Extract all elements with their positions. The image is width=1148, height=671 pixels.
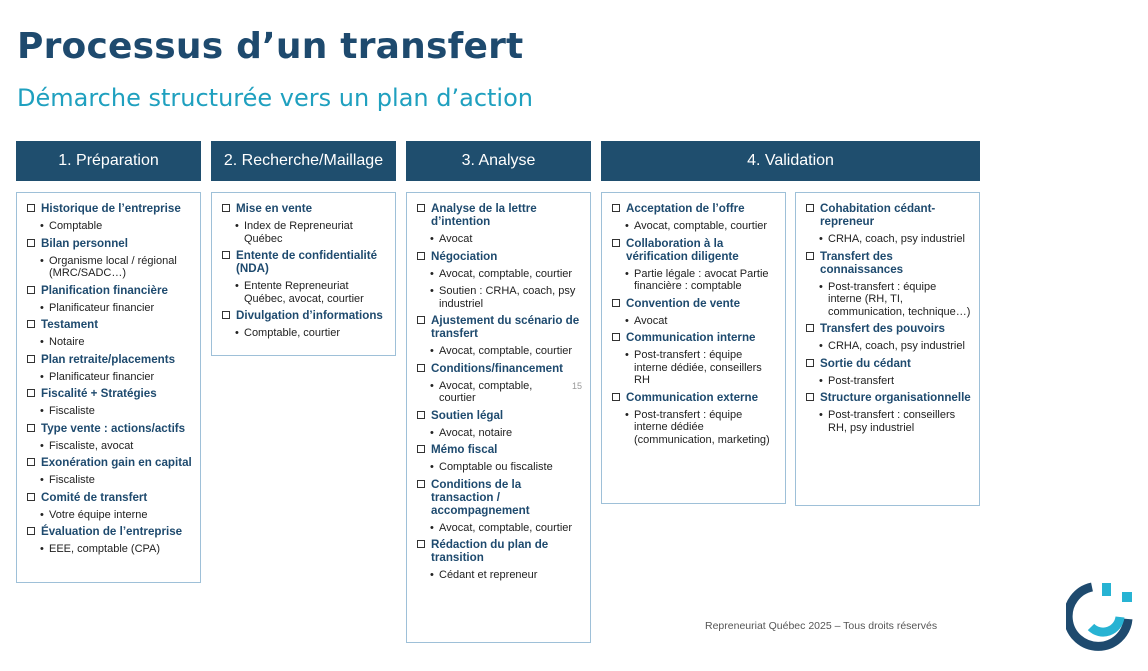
bullet-icon: • xyxy=(819,233,823,245)
bullet-text: Index de Repreneuriat Québec xyxy=(244,220,353,245)
step-bullet xyxy=(235,280,387,305)
bullet-text: Soutien : CRHA, coach, psy industriel xyxy=(439,285,576,310)
bullet-icon: • xyxy=(40,301,44,314)
step-label: Convention de vente xyxy=(626,296,741,310)
step-heading xyxy=(416,250,582,263)
bullet-text: Votre équipe interne xyxy=(49,508,148,521)
column-analyse xyxy=(406,192,591,643)
step-heading xyxy=(611,391,777,404)
bullet-text: Comptable xyxy=(49,220,103,232)
bullet-text: Avocat, comptable, courtier xyxy=(439,521,573,534)
bullet-icon: • xyxy=(40,336,44,348)
step-bullet xyxy=(625,409,777,447)
step-bullet xyxy=(430,285,582,310)
bullet-icon: • xyxy=(430,233,434,245)
bullet-text: Post-transfert : conseillers RH, psy industriel xyxy=(828,409,956,434)
step-entente-de-confidentialite-nda xyxy=(221,249,387,305)
bullet-text: Avocat, comptable, courtier xyxy=(439,379,533,404)
checkbox-icon xyxy=(27,355,35,363)
step-communication-interne xyxy=(611,331,777,387)
step-heading xyxy=(26,387,192,400)
step-bullet xyxy=(819,281,971,319)
step-bullet xyxy=(40,255,192,280)
step-heading xyxy=(416,362,582,375)
step-collaboration-a-la-verification-diligente xyxy=(611,237,777,293)
step-label: Transfert des pouvoirs xyxy=(820,322,945,335)
bullet-icon: • xyxy=(40,370,44,383)
step-heading xyxy=(416,443,582,456)
bullet-text: Post-transfert : équipe interne dédiée, conseillers RH xyxy=(634,349,762,386)
step-divulgation-d-informations xyxy=(221,309,387,340)
step-bullet xyxy=(40,336,192,349)
checkbox-icon xyxy=(27,458,35,466)
page-title: Processus d’un transfert xyxy=(17,26,524,67)
step-heading xyxy=(805,357,971,370)
step-heading xyxy=(26,491,192,504)
column-validation-b xyxy=(795,192,980,506)
header-recherche-maillage: 2. Recherche/Maillage xyxy=(211,141,396,181)
step-heading xyxy=(611,202,777,215)
step-bullet xyxy=(235,327,387,340)
step-heading xyxy=(26,422,192,435)
step-label: Structure organisationnelle xyxy=(820,391,971,404)
checkbox-icon xyxy=(806,393,814,401)
step-heading xyxy=(416,478,582,517)
bullet-icon: • xyxy=(625,267,629,280)
step-label: Conditions/financement xyxy=(431,361,564,375)
checkbox-icon xyxy=(27,527,35,535)
step-label: Rédaction du plan de transition xyxy=(431,538,549,564)
step-bullet xyxy=(819,409,971,434)
step-soutien-legal xyxy=(416,409,582,440)
step-heading xyxy=(26,202,192,215)
step-type-vente-actions-actifs xyxy=(26,422,192,453)
checkbox-icon xyxy=(806,204,814,212)
step-heading xyxy=(611,297,777,310)
step-bullet xyxy=(430,233,582,246)
step-heading xyxy=(26,318,192,331)
step-bullet xyxy=(40,474,192,487)
step-exoneration-gain-en-capital xyxy=(26,456,192,487)
header-validation: 4. Validation xyxy=(601,141,980,181)
step-bullet xyxy=(625,349,777,387)
bullet-text: CRHA, coach, psy industriel xyxy=(828,340,965,352)
bullet-text: Avocat xyxy=(439,233,473,245)
checkbox-icon xyxy=(417,540,425,548)
bullet-icon: • xyxy=(235,220,239,232)
bullet-text: Post-transfert xyxy=(828,374,895,387)
step-label: Communication interne xyxy=(626,331,756,344)
bullet-icon: • xyxy=(430,379,434,392)
bullet-text: Avocat, comptable, courtier xyxy=(439,267,573,280)
bullet-icon: • xyxy=(40,439,44,452)
step-label: Évaluation de l’entreprise xyxy=(41,525,183,538)
logo-arc-blue xyxy=(1068,587,1128,646)
step-analyse-de-la-lettre-d-intention xyxy=(416,202,582,246)
checkbox-icon xyxy=(612,239,620,247)
bullet-icon: • xyxy=(235,280,239,292)
step-label: Plan retraite/placements xyxy=(41,352,176,366)
bullet-text: Comptable ou fiscaliste xyxy=(439,461,553,473)
bullet-text: Planificateur financier xyxy=(49,370,155,383)
bullet-icon: • xyxy=(819,374,823,387)
checkbox-icon xyxy=(806,324,814,332)
bullet-icon: • xyxy=(40,508,44,521)
checkbox-icon xyxy=(222,311,230,319)
step-label: Communication externe xyxy=(626,390,759,404)
bullet-icon: • xyxy=(430,521,434,534)
step-label: Planification financière xyxy=(41,283,168,297)
step-label: Historique de l’entreprise xyxy=(41,202,181,215)
checkbox-icon xyxy=(27,424,35,432)
logo-square xyxy=(1122,592,1132,602)
bullet-icon: • xyxy=(819,340,823,352)
step-bullet xyxy=(40,509,192,522)
bullet-icon: • xyxy=(430,569,434,581)
checkbox-icon xyxy=(27,286,35,294)
step-bullet xyxy=(40,371,192,384)
step-heading xyxy=(611,331,777,344)
step-bullet xyxy=(625,268,777,293)
step-negociation xyxy=(416,250,582,311)
footer-copyright: Repreneuriat Québec 2025 – Tous droits réservés xyxy=(705,620,938,632)
step-label: Comité de transfert xyxy=(41,490,148,504)
step-label: Collaboration à la vérification diligente xyxy=(626,236,739,263)
bullet-icon: • xyxy=(40,254,44,267)
step-bullet xyxy=(40,440,192,453)
bullet-icon: • xyxy=(40,405,44,417)
bullet-text: Partie légale : avocat Partie financière : comptable xyxy=(634,267,769,292)
step-label: Ajustement du scénario de transfert xyxy=(431,314,580,340)
checkbox-icon xyxy=(417,316,425,324)
step-transfert-des-pouvoirs xyxy=(805,322,971,353)
step-heading xyxy=(26,237,192,250)
step-ajustement-du-scenario-de-transfert xyxy=(416,314,582,358)
bullet-text: Avocat, comptable, courtier xyxy=(634,220,768,232)
step-label: Acceptation de l’offre xyxy=(626,202,745,215)
step-bullet xyxy=(40,543,192,556)
checkbox-icon xyxy=(222,204,230,212)
step-bullet xyxy=(819,375,971,388)
step-bullet xyxy=(235,220,387,245)
bullet-text: Avocat xyxy=(634,314,668,327)
bullet-icon: • xyxy=(625,220,629,232)
column-recherche-maillage xyxy=(211,192,396,356)
bullet-icon: • xyxy=(40,220,44,232)
step-bullet xyxy=(430,569,582,582)
step-heading xyxy=(221,309,387,322)
bullet-text: Entente Repreneuriat Québec, avocat, courtier xyxy=(244,280,364,305)
bullet-text: Fiscaliste, avocat xyxy=(49,439,134,452)
bullet-icon: • xyxy=(430,345,434,357)
header-analyse: 3. Analyse xyxy=(406,141,591,181)
page-subtitle: Démarche structurée vers un plan d’action xyxy=(17,84,533,112)
bullet-icon: • xyxy=(625,314,629,327)
step-bullet xyxy=(430,380,582,405)
step-heading xyxy=(416,538,582,564)
step-communication-externe xyxy=(611,391,777,447)
step-comite-de-transfert xyxy=(26,491,192,522)
step-heading xyxy=(26,456,192,469)
column-validation-a xyxy=(601,192,786,504)
step-label: Type vente : actions/actifs xyxy=(41,421,186,435)
bullet-text: Post-transfert : équipe interne dédiée (communication, marketing) xyxy=(634,408,770,446)
step-label: Entente de confidentialité (NDA) xyxy=(236,249,378,275)
checkbox-icon xyxy=(612,299,620,307)
checkbox-icon xyxy=(27,204,35,212)
checkbox-icon xyxy=(27,389,35,397)
step-label: Mise en vente xyxy=(236,202,313,215)
step-evaluation-de-l-entreprise xyxy=(26,525,192,556)
step-heading xyxy=(26,525,192,538)
step-heading xyxy=(221,202,387,215)
bullet-icon: • xyxy=(430,267,434,280)
checkbox-icon xyxy=(222,251,230,259)
checkbox-icon xyxy=(417,411,425,419)
checkbox-icon xyxy=(417,445,425,453)
step-label: Mémo fiscal xyxy=(431,443,498,456)
bullet-icon: • xyxy=(430,461,434,473)
step-label: Négociation xyxy=(431,249,498,263)
step-planification-financiere xyxy=(26,284,192,315)
step-heading xyxy=(221,249,387,275)
step-bullet xyxy=(40,302,192,315)
bullet-text: Fiscaliste xyxy=(49,405,95,417)
bullet-icon: • xyxy=(235,327,239,339)
step-heading xyxy=(805,322,971,335)
column-preparation xyxy=(16,192,201,583)
bullet-text: Avocat, comptable, courtier xyxy=(439,345,573,357)
step-structure-organisationnelle xyxy=(805,391,971,434)
bullet-text: Planificateur financier xyxy=(49,301,155,314)
step-label: Sortie du cédant xyxy=(820,356,911,370)
checkbox-icon xyxy=(27,239,35,247)
bullet-text: Notaire xyxy=(49,336,85,348)
bullet-icon: • xyxy=(819,280,823,293)
step-heading xyxy=(416,202,582,228)
bullet-icon: • xyxy=(625,408,629,421)
step-heading xyxy=(611,237,777,263)
step-bullet xyxy=(430,345,582,358)
page-number-label: 15 xyxy=(571,380,582,391)
step-bullet xyxy=(40,405,192,418)
step-conditions-financement xyxy=(416,362,582,405)
checkbox-icon xyxy=(612,333,620,341)
checkbox-icon xyxy=(806,359,814,367)
bullet-icon: • xyxy=(430,285,434,297)
step-label: Bilan personnel xyxy=(41,236,128,250)
step-label: Cohabitation cédant-repreneur xyxy=(820,202,936,228)
step-bullet xyxy=(40,220,192,233)
bullet-icon: • xyxy=(430,426,434,439)
logo-bar xyxy=(1102,583,1111,596)
step-label: Analyse de la lettre d’intention xyxy=(431,202,537,228)
step-bullet xyxy=(819,233,971,246)
step-heading xyxy=(416,409,582,422)
step-label: Transfert des connaissances xyxy=(820,249,904,276)
checkbox-icon xyxy=(417,252,425,260)
checkbox-icon xyxy=(806,252,814,260)
header-preparation: 1. Préparation xyxy=(16,141,201,181)
step-bilan-personnel xyxy=(26,237,192,280)
step-bullet xyxy=(430,268,582,281)
step-label: Fiscalité + Stratégies xyxy=(41,387,157,400)
step-testament xyxy=(26,318,192,349)
step-heading xyxy=(805,202,971,228)
step-label: Divulgation d’informations xyxy=(236,309,383,322)
step-conditions-de-la-transaction-accompagnement xyxy=(416,478,582,535)
checkbox-icon xyxy=(417,364,425,372)
checkbox-icon xyxy=(27,320,35,328)
step-label: Conditions de la transaction / accompagnement xyxy=(431,477,530,517)
step-label: Exonération gain en capital xyxy=(41,456,192,469)
step-convention-de-vente xyxy=(611,297,777,328)
step-bullet xyxy=(625,315,777,328)
step-bullet xyxy=(625,220,777,233)
checkbox-icon xyxy=(27,493,35,501)
logo-icon xyxy=(1066,579,1138,651)
step-memo-fiscal xyxy=(416,443,582,474)
step-bullet xyxy=(819,340,971,353)
step-fiscalite-strategies xyxy=(26,387,192,418)
checkbox-icon xyxy=(417,204,425,212)
step-sortie-du-cedant xyxy=(805,357,971,388)
step-plan-retraite-placements xyxy=(26,353,192,384)
checkbox-icon xyxy=(417,480,425,488)
step-historique-de-l-entreprise xyxy=(26,202,192,233)
bullet-icon: • xyxy=(40,474,44,486)
bullet-text: CRHA, coach, psy industriel xyxy=(828,233,965,245)
step-bullet xyxy=(430,522,582,535)
checkbox-icon xyxy=(612,204,620,212)
bullet-text: Cédant et repreneur xyxy=(439,569,538,581)
step-bullet xyxy=(430,461,582,474)
step-heading xyxy=(805,250,971,276)
bullet-text: Fiscaliste xyxy=(49,474,95,486)
logo-arc-cyan xyxy=(1091,617,1120,632)
step-redaction-du-plan-de-transition xyxy=(416,538,582,582)
step-acceptation-de-l-offre xyxy=(611,202,777,233)
checkbox-icon xyxy=(612,393,620,401)
bullet-text: Post-transfert : équipe interne (RH, TI, communication, technique…) xyxy=(828,280,971,318)
step-heading xyxy=(26,284,192,297)
step-heading xyxy=(805,391,971,404)
step-bullet xyxy=(430,427,582,440)
bullet-text: Avocat, notaire xyxy=(439,426,513,439)
step-label: Soutien légal xyxy=(431,408,504,422)
step-heading xyxy=(26,353,192,366)
step-mise-en-vente xyxy=(221,202,387,245)
step-heading xyxy=(416,314,582,340)
bullet-text: Comptable, courtier xyxy=(244,327,340,339)
bullet-icon: • xyxy=(625,349,629,361)
bullet-icon: • xyxy=(819,409,823,421)
step-cohabitation-cedant-repreneur xyxy=(805,202,971,246)
bullet-text: EEE, comptable (CPA) xyxy=(49,543,161,555)
bullet-text: Organisme local / régional (MRC/SADC…) xyxy=(49,254,177,279)
step-label: Testament xyxy=(41,318,99,331)
step-transfert-des-connaissances xyxy=(805,250,971,319)
bullet-icon: • xyxy=(40,543,44,555)
